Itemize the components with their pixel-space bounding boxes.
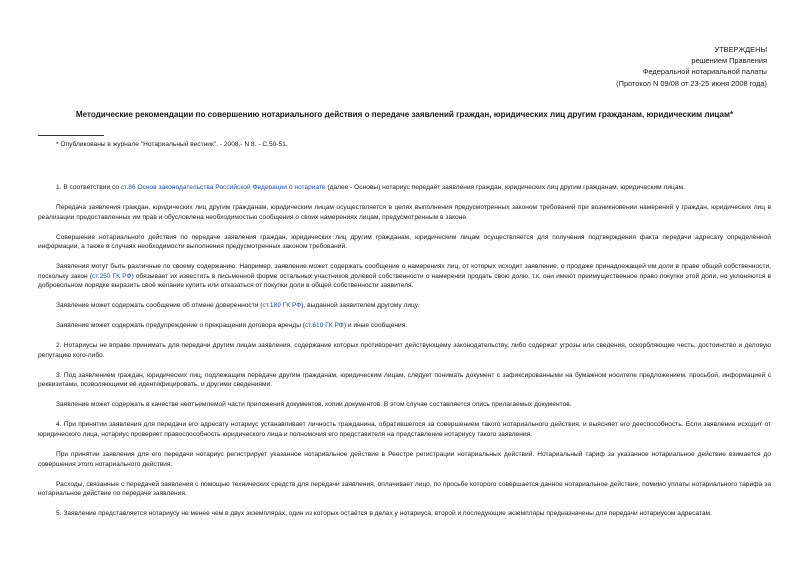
paragraph: 3. Под заявлением граждан, юридических лиц, подлежащим передаче другим гражданам, юридическим лицам, следует понимать документ с зафиксированными на бумажном носителе предложением, просьбой, информацией с реквизитами, позволяющими её идентифицировать, и другими сведениями. — [38, 371, 771, 389]
paragraph: 1. В соответствии со ст.86 Основ законодательства Российской Федерации о нотариате (далее - Основы) нотариус передаёт заявления граждан, юридических лиц другим гражданам, юридическим лицам. — [56, 184, 685, 191]
paragraph: Совершение нотариального действия по передаче заявления граждан, юридических лиц другим гражданам, юридическим лицам осуществляется для получения подтверждения факта передачи адресату определённой информации, а также в случаях необходимости выполнения предусмотренных законом требований. — [38, 233, 771, 251]
approval-line: Федеральной нотариальной палаты — [642, 67, 767, 77]
law-link[interactable]: ст.250 ГК РФ — [92, 272, 132, 280]
paragraph: 4. При принятии заявления для передачи его адресату нотариус устанавливает личность гражданина, обратившегося за совершением такого нотариального действия, и выясняет его дееспособность. Если заявление исходит от юридического лица, нотариус проверяет правоспособность юридического лица и полномочия его представителя на представление нотариусу такого заявления. — [38, 421, 771, 439]
paragraph: Заявление может содержать в качестве неотъемлемой части приложения документов, копии документов. В этом случае составляется опись прилагаемых документов. — [56, 401, 572, 409]
footnote-divider — [38, 135, 104, 136]
approval-line: (Протокол N 09/08 от 23-25 июня 2008 года) — [616, 78, 767, 88]
paragraph: 5. Заявление представляется нотариусу не менее чем в двух экземплярах, один из которых остаётся в делах у нотариуса, второй и последующие экземпляры предназначены для передачи нотариусом адресатам. — [56, 510, 712, 518]
paragraph: 2. Нотариусы не вправе принимать для передачи другим лицам заявления, содержание которых противоречит действующему законодательству, либо содержат угрозы или сведения, оскорбляющие честь, достоинство и деловую репутацию кого-либо. — [38, 342, 771, 359]
approval-line: УТВЕРЖДЕНЫ — [714, 45, 767, 54]
paragraph: Расходы, связанные с передачей заявления с помощью технических средств для передачи заявления, оплачивает лицо, по просьбе которого совершается данное нотариальное действие, помимо уплаты нотариального тарифа за нотариальное действие по передаче заявления. — [38, 480, 771, 498]
law-link[interactable]: ст.610 ГК РФ — [304, 322, 344, 330]
document-body — [38, 183, 771, 529]
footnote: * Опубликованы в журнале "Нотариальный вестник". - 2008.- N 8. - С.50-51. — [56, 141, 288, 148]
paragraph: Заявления могут быть различные по своему содержанию. Например, заявление может содержать сообщение о намерениях лиц, от которых исходит заявление, о продаже принадлежащей им доли в праве общей собственности, поскольку закон (ст.250 ГК РФ) обязывает их известить в письменной форме остальных участников долевой собственности о намерении продать свою долю, т.к. они имеют преимущественное право покупки этой доли, но уклоняются в добровольном порядке выразить своё желание купить или отказаться от покупки доли в общей собственности заявителя. — [38, 263, 771, 290]
law-link[interactable]: ст.189 ГК РФ — [262, 302, 302, 310]
paragraph: Передача заявления граждан, юридических лиц другим гражданам, юридическим лицам осуществляется в целях выполнения предусмотренных законом требований при возникновении намерений у граждан, юридических лиц в реализации предоставленных им прав и обусловлена необходимостью сообщения о своих намерениях лицам, предусмотренным в законе. — [38, 203, 771, 221]
approval-block — [616, 44, 767, 89]
paragraph: При принятии заявления для его передачи нотариус регистрирует указанное нотариальное действие в Реестре регистрации нотариальных действий. Нотариальный тариф за указанное нотариальное действие взимается до совершения этого нотариального действия. — [38, 451, 771, 468]
paragraph: Заявление может содержать сообщение об отмене доверенности (ст.189 ГК РФ), выданной заявителем другому лицу. — [56, 302, 420, 310]
law-link[interactable]: ст.86 Основ законодательства Российской Федерации о нотариате — [120, 184, 326, 191]
document-title: Методические рекомендации по совершению нотариального действия о передаче заявлений граждан, юридических лиц другим гражданам, юридическим лицам* — [75, 110, 734, 119]
approval-line: решением Правления — [691, 56, 767, 66]
paragraph: Заявление может содержать предупреждение о прекращении договора аренды (ст.610 ГК РФ) и иные сообщения. — [56, 322, 408, 330]
